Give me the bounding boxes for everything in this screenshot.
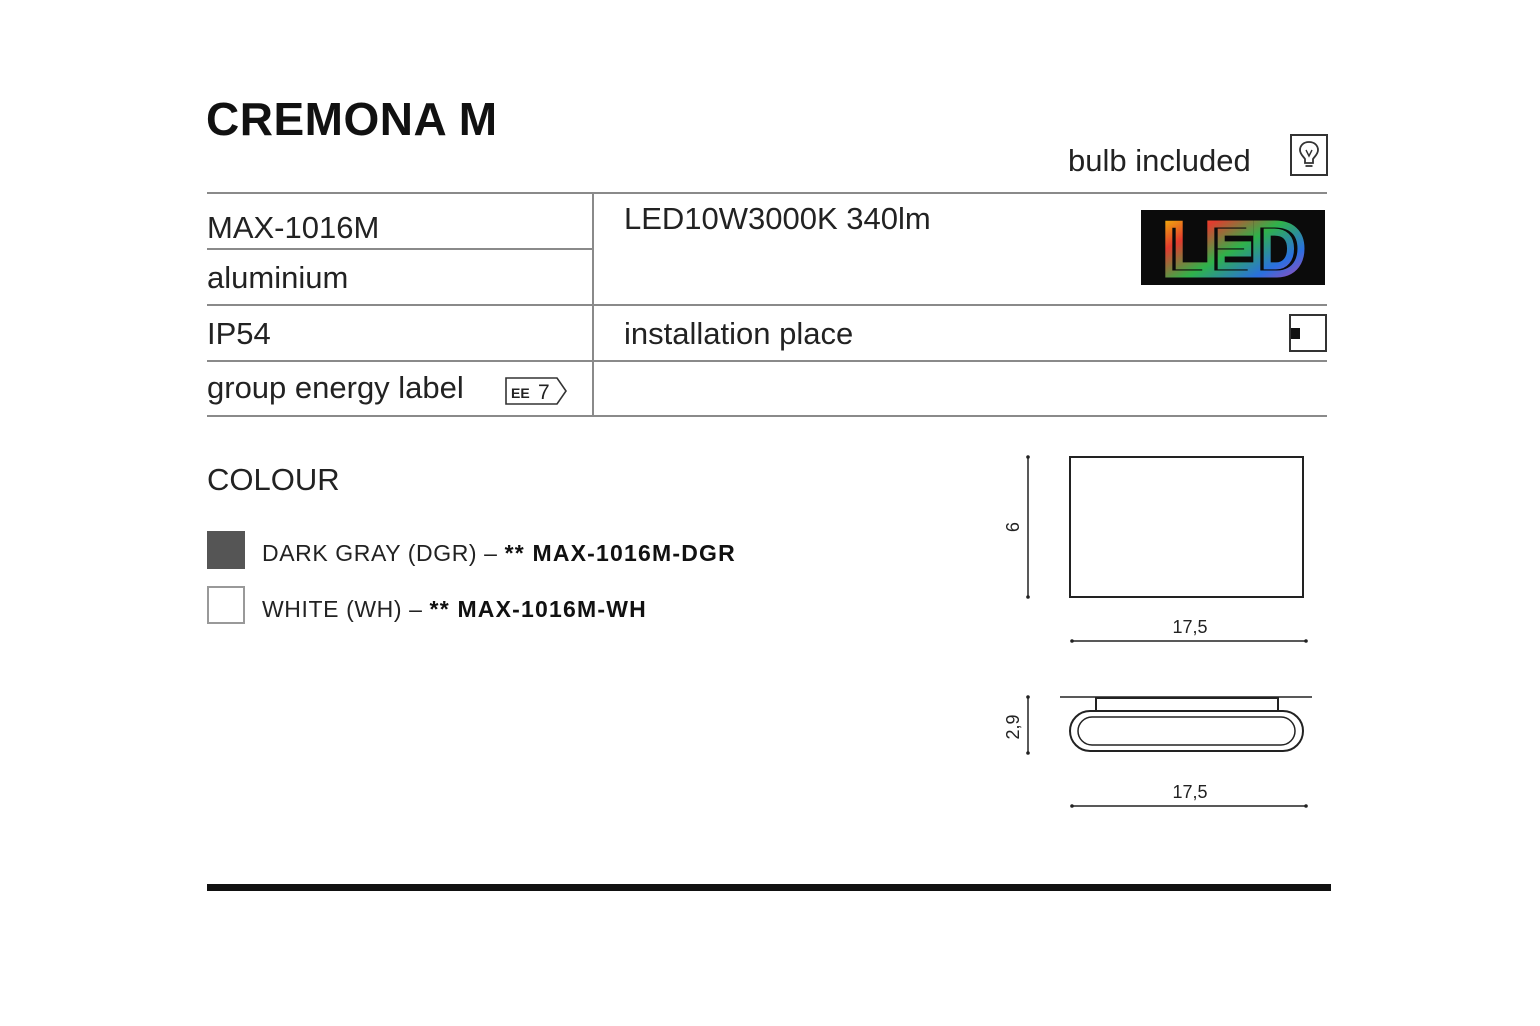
colour-separator: – [409, 596, 423, 622]
technical-drawing [990, 445, 1330, 845]
table-rule-top [207, 192, 1327, 194]
table-rule-bottom [207, 415, 1327, 417]
front-height-label: 9 [1002, 521, 1022, 533]
installation-place-label: installation place [624, 316, 854, 351]
table-rule-row2 [207, 304, 1327, 306]
wall-mount-marker [1291, 328, 1300, 339]
colour-swatch-dark-gray [207, 531, 245, 569]
colour-name: DARK GRAY (DGR) [262, 540, 478, 566]
energy-badge-prefix: EE [511, 385, 530, 401]
led-badge-text: LED [1164, 210, 1302, 285]
colour-swatch-white [207, 586, 245, 624]
wall-mount-icon [1289, 314, 1327, 352]
lightbulb-icon [1290, 134, 1328, 176]
bulb-included-label: bulb included [1068, 143, 1251, 178]
side-height-label: 2,9 [1003, 714, 1023, 740]
table-divider [592, 192, 594, 416]
colour-option-dark-gray [262, 540, 736, 567]
colour-heading: COLOUR [207, 462, 340, 497]
energy-label-text: group energy label [207, 370, 464, 405]
side-width-label: 17,5 [1172, 782, 1208, 802]
front-view-outline [1070, 457, 1303, 597]
table-rule-code-material [207, 248, 593, 250]
material-value: aluminium [207, 260, 349, 295]
side-view-mount [1096, 698, 1278, 712]
colour-option-white [262, 596, 647, 623]
product-code: MAX-1016M [207, 210, 380, 245]
led-badge [1141, 210, 1325, 285]
front-width-label: 17,5 [1172, 617, 1208, 637]
product-title: CREMONA M [206, 93, 498, 145]
colour-separator: – [484, 540, 498, 566]
colour-code: ** MAX-1016M-WH [429, 596, 647, 622]
colour-name: WHITE (WH) [262, 596, 403, 622]
energy-badge-value: 7 [538, 381, 550, 404]
ip-rating: IP54 [207, 316, 271, 351]
colour-code: ** MAX-1016M-DGR [504, 540, 736, 566]
light-source-value: LED10W3000K 340lm [624, 201, 931, 236]
energy-class-badge [505, 376, 569, 411]
footer-rule [207, 884, 1331, 891]
table-rule-row3 [207, 360, 1327, 362]
